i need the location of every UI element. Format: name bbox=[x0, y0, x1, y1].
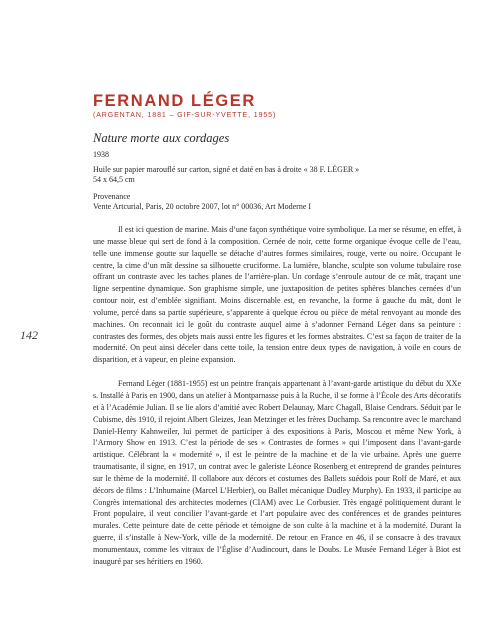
catalog-entry bbox=[93, 92, 461, 568]
work-title: Nature morte aux cordages bbox=[93, 131, 230, 145]
work-dimensions: 54 x 64,5 cm bbox=[93, 175, 135, 185]
work-year: 1938 bbox=[93, 150, 109, 159]
biography-paragraph: Fernand Léger (1881-1955) est un peintre français appartenant à l’avant-garde artistique du début du XXe s. Installé à Paris en 1900, dans un atelier à Montparnasse puis à la Ruche, il se forme à l’École des Arts décoratifs et à l’Académie Julian. Il se lie alors d’amitié avec Robert Delaunay, Marc Chagall, Blaise Cendrars. Séduit par le Cubisme, dès 1910, il rejoint Albert Gleizes, Jean Metzinger et les frères Duchamp. Sa rencontre avec le marchand Daniel-Henry Kahnweiler, lui permet de participer à des expositions à Paris, Moscou et même New York, à l’Armory Show en 1913. C’est la période de ses « Contrastes de formes » qui l’imposent dans l’avant-garde artistique. Célébrant la « modernité », il est le peintre de la machine et de la vie urbaine. Après une guerre traumatisante, il signe, en 1917, un contrat avec le galeriste Léonce Rosenberg et entreprend de grandes peintures sur le thème de la modernité. Il collabore aux décors et costumes des Ballets suédois pour Rolf de Maré, et aux décors de films : L’Inhumaine (Marcel L’Herbier), ou Ballet mécanique Dudley Murphy). En 1933, il participe au Congrès international des architectes modernes (CIAM) avec Le Corbusier. Très engagé politiquement durant le Front populaire, il veut concilier l’avant-garde et l’art populaire avec des conférences et de grandes peintures murales. Cette peinture date de cette période et témoigne de son culte à la machine et à la modernité. Durant la guerre, il s’installe à New-York, ville de la modernité. De retour en France en 46, il se consacre à des travaux monumentaux, comme les vitraux de l’Église d’Audincourt, dans le Doubs. Le Musée Fernand Léger à Biot est inauguré par ses héritiers en 1960. bbox=[93, 379, 461, 566]
artist-dates: (ARGENTAN, 1881 – GIF-SUR-YVETTE, 1955) bbox=[93, 112, 277, 119]
description-body bbox=[93, 224, 461, 568]
provenance-label: Provenance bbox=[93, 191, 131, 201]
provenance-text: Vente Artcurial, Paris, 20 octobre 2007, lot n° 00036, Art Moderne I bbox=[93, 201, 312, 211]
description-paragraph: Il est ici question de marine. Mais d’une façon synthétique voire symbolique. La mer se résume, en effet, à une masse bleue qui sert de fond à la composition. Cernée de noir, cette forme organique évoque celle de l’eau, telle une immense goutte sur laquelle se détache d’autres formes similaires, rouge, verte ou noire. Occupant le centre, la cime d’un mât dessine sa silhouette cruciforme. La lumière, blanche, sculpte son volume tubulaire rose offrant un contraste avec les taches planes de l’arrière-plan. Un cordage s’enroule autour de ce mât, traçant une ligne serpentine dynamique. Son graphisme simple, une juxtaposition de petites sphères blanches cernées d’un contour noir, est d’emblée signifiant. Moins discernable est, en revanche, la forme à gauche du mât, dont le volume, percé dans sa partie supérieure, s’apparente à quelque écrou ou pièce de métal renvoyant au monde des machines. On reconnait ici le goût du contraste auquel aime à s’adonner Fernand Léger dans sa peinture : contrastes des formes, des objets mais aussi entre les figures et les formes abstraites. C’est sa façon de traiter de la modernité. On peut ainsi déceler dans cette toile, la tension entre deux types de navigation, à voile en cours de disparition, et à vapeur, en pleine expansion. bbox=[93, 225, 461, 365]
work-medium: Huile sur papier marouflé sur carton, signé et daté en bas à droite « 38 F. LÉGER » bbox=[93, 165, 360, 175]
artist-name: FERNAND LÉGER bbox=[93, 92, 256, 110]
page-number: 142 bbox=[20, 328, 38, 342]
